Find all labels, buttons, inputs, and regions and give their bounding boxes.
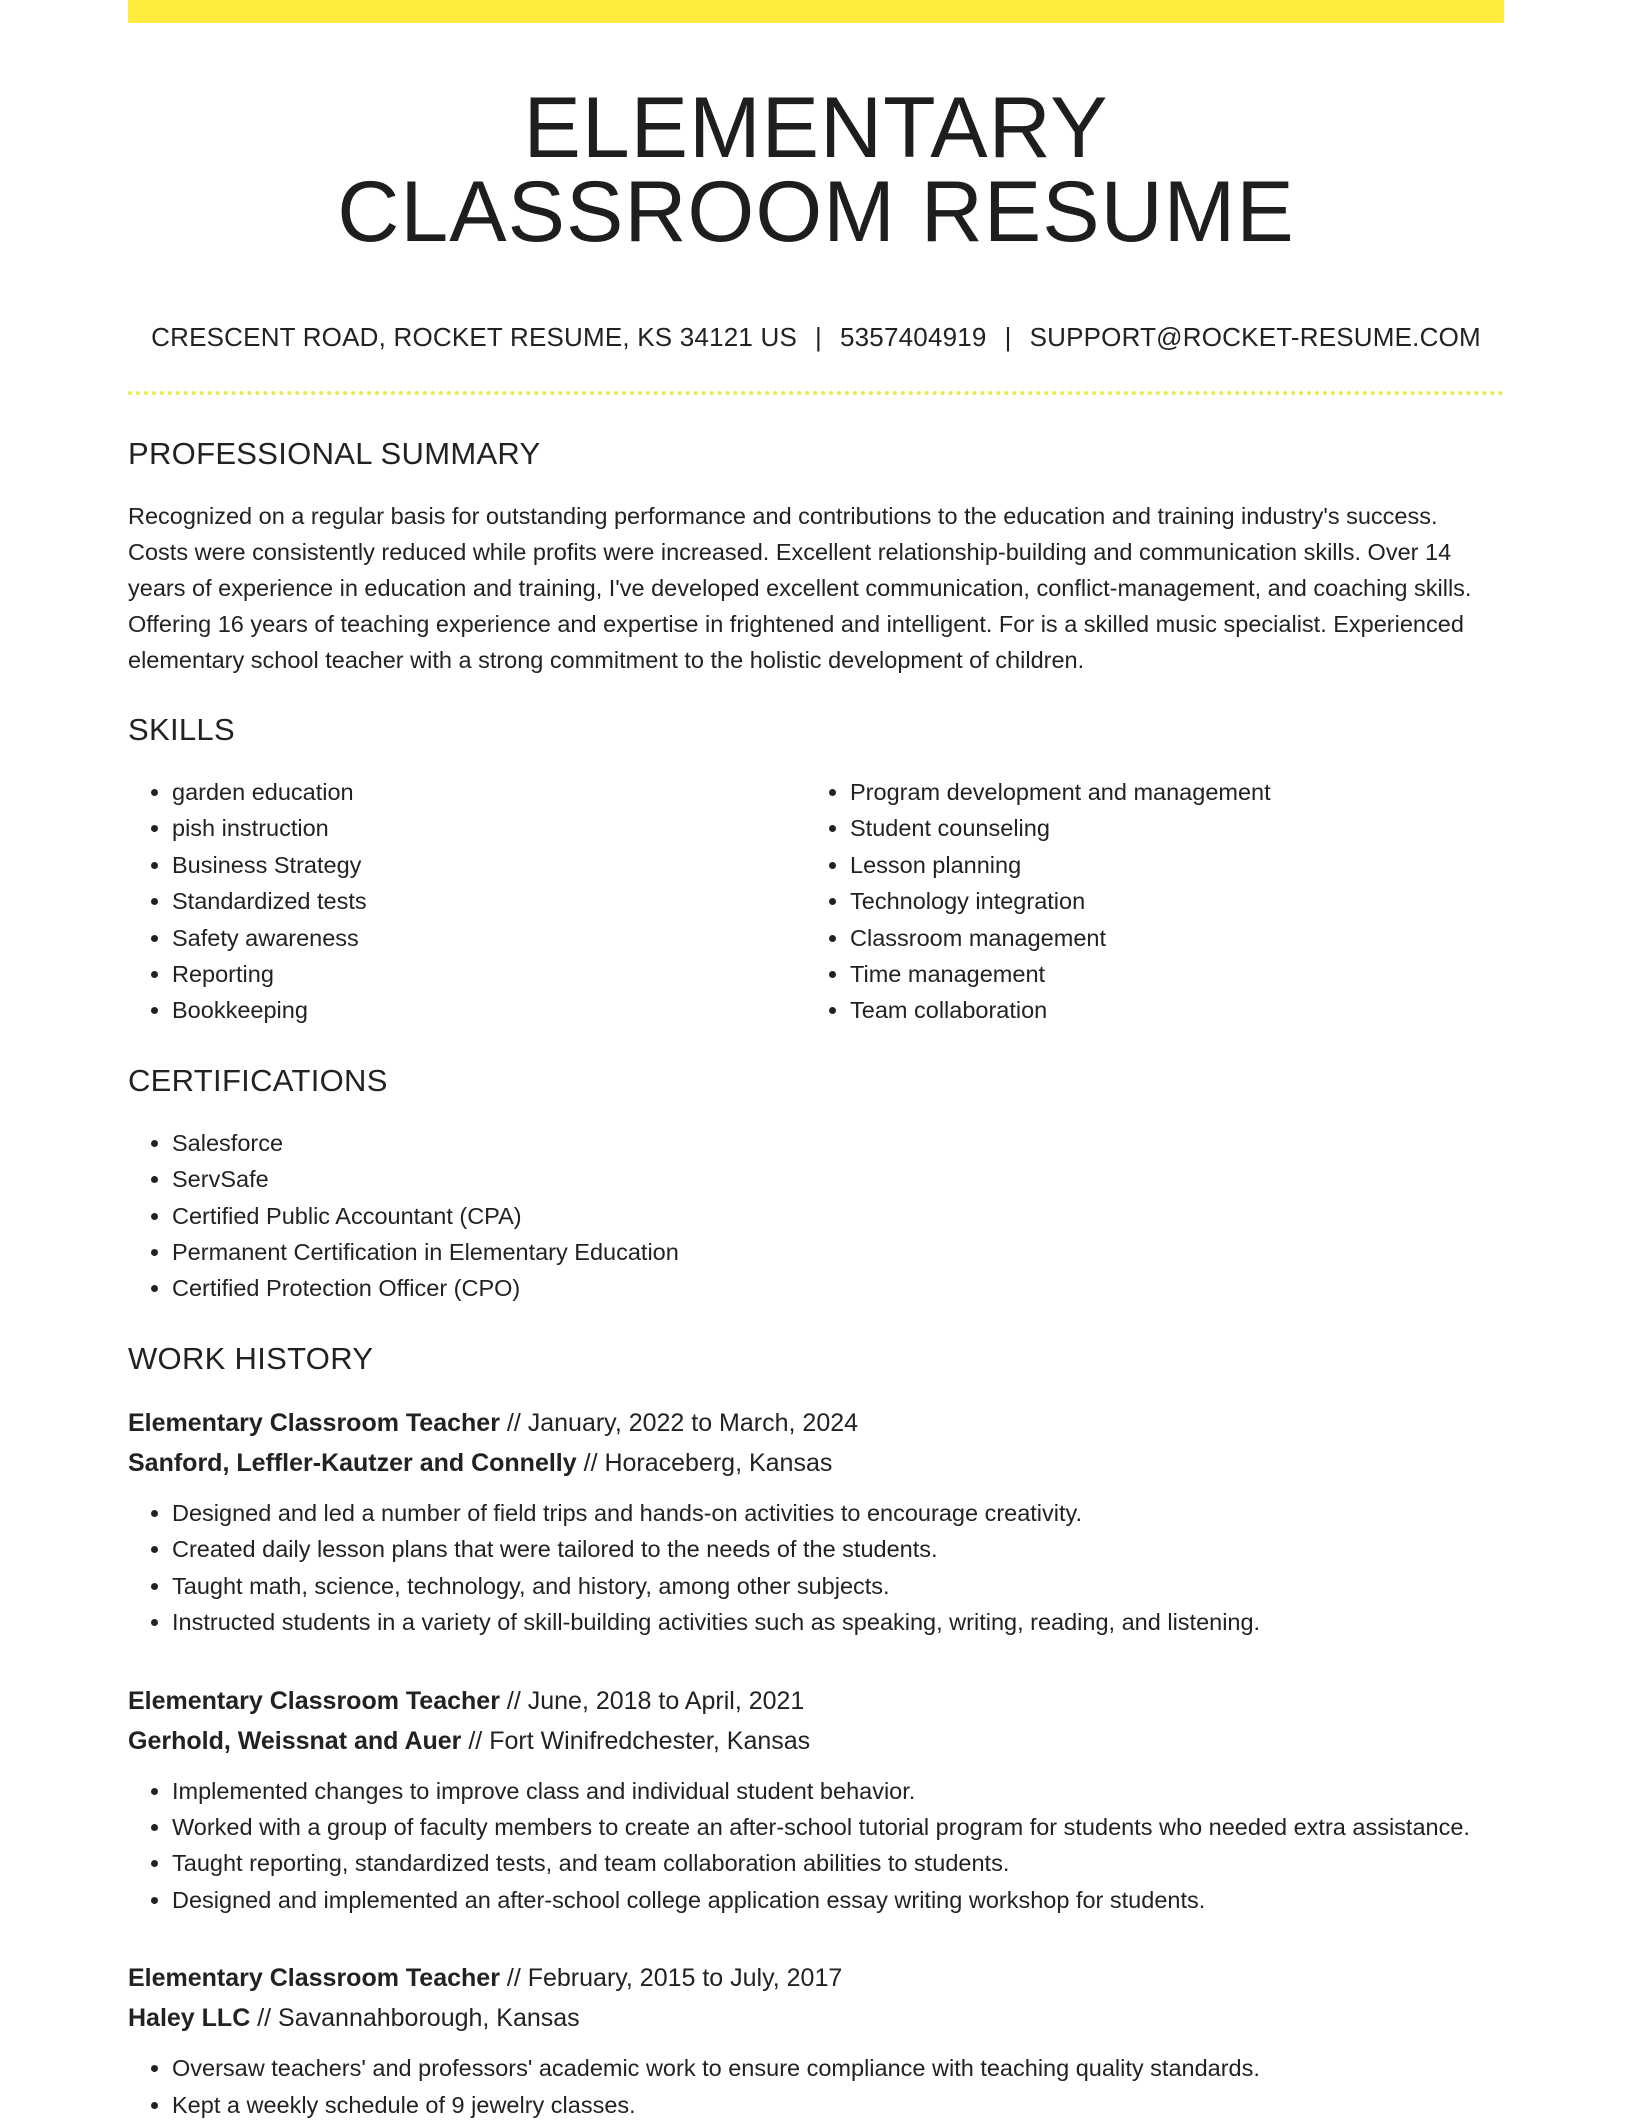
skills-heading: SKILLS [128, 712, 235, 747]
job-bullet: • Designed and led a number of field trips and hands-on activities to encourage creativity. [172, 1495, 1504, 1531]
job-bullets [128, 1773, 1504, 1919]
job-company: Sanford, Leffler-Kautzer and Connelly [128, 1448, 577, 1477]
job-title: Elementary Classroom Teacher [128, 1686, 500, 1715]
header-divider [128, 391, 1504, 395]
skills-list-left [128, 774, 806, 1029]
contact-email: SUPPORT@ROCKET-RESUME.COM [1029, 322, 1481, 352]
job-location: // Horaceberg, Kansas [583, 1448, 833, 1477]
skill-item: • Technology integration [850, 883, 1484, 919]
job-title-line [128, 1403, 1504, 1443]
certifications-section [128, 1063, 1504, 1307]
skill-item: • Safety awareness [172, 920, 806, 956]
skill-item: • pish instruction [172, 810, 806, 846]
job-title-line [128, 1958, 1504, 1998]
work-history-heading: WORK HISTORY [128, 1340, 374, 1376]
job-company: Haley LLC [128, 2004, 251, 2033]
resume-title [128, 80, 1504, 260]
contact-separator: | [815, 322, 822, 352]
skill-item: • Business Strategy [172, 847, 806, 883]
summary-section [128, 436, 1504, 678]
job-dates: // January, 2022 to March, 2024 [506, 1408, 859, 1437]
job-bullets [128, 1495, 1504, 1641]
summary-heading: PROFESSIONAL SUMMARY [128, 436, 541, 471]
job-bullet: • Taught reporting, standardized tests, and team collaboration abilities to students. [172, 1845, 1504, 1881]
job-bullet: • Designed and implemented an after-school college application essay writing workshop for students. [172, 1882, 1504, 1918]
skill-item: • Bookkeeping [172, 992, 806, 1028]
job-entry [128, 1958, 1504, 2123]
title-line-2: CLASSROOM RESUME [337, 164, 1295, 260]
certification-item: • Certified Protection Officer (CPO) [172, 1270, 1504, 1306]
top-accent-bar [128, 0, 1504, 23]
skills-list-right [806, 774, 1484, 1029]
skill-item: • Program development and management [850, 774, 1484, 810]
certifications-list [128, 1125, 1504, 1307]
job-company-line [128, 1998, 1504, 2038]
skill-item: • Standardized tests [172, 883, 806, 919]
job-location: // Savannahborough, Kansas [257, 2004, 580, 2033]
job-entry [128, 1681, 1504, 1919]
job-company: Gerhold, Weissnat and Auer [128, 1726, 462, 1755]
skill-item: • garden education [172, 774, 806, 810]
resume-content [128, 436, 1504, 2123]
job-bullet: • Oversaw teachers' and professors' academic work to ensure compliance with teaching quality standards. [172, 2050, 1504, 2086]
skill-item: • Student counseling [850, 810, 1484, 846]
job-company-line [128, 1721, 1504, 1761]
job-title: Elementary Classroom Teacher [128, 1964, 500, 1993]
skill-item: • Lesson planning [850, 847, 1484, 883]
skill-item: • Reporting [172, 956, 806, 992]
job-bullet: • Kept a weekly schedule of 9 jewelry classes. [172, 2087, 1504, 2123]
title-line-1: ELEMENTARY [523, 80, 1109, 176]
job-bullet: • Created daily lesson plans that were tailored to the needs of the students. [172, 1531, 1504, 1567]
summary-text: Recognized on a regular basis for outstanding performance and contributions to the education and training industry's success. Costs were consistently reduced while profits were increased. Excellent relationship-building and communication skills. Over 14 years of experience in education and training, I've developed excellent communication, conflict-management, and coaching skills. Offering 16 years of teaching experience and expertise in frightened and intelligent. For is a skilled music specialist. Experienced elementary school teacher with a strong commitment to the holistic development of children. [128, 503, 1472, 673]
job-location: // Fort Winifredchester, Kansas [468, 1726, 811, 1755]
certification-item: • Permanent Certification in Elementary Education [172, 1234, 1504, 1270]
certifications-heading: CERTIFICATIONS [128, 1062, 388, 1098]
job-bullets [128, 2050, 1504, 2123]
skills-grid [128, 774, 1504, 1029]
job-title-line [128, 1681, 1504, 1721]
contact-separator: | [1004, 322, 1012, 352]
job-bullet: • Worked with a group of faculty members to create an after-school tutorial program for students who needed extra assistance. [172, 1809, 1504, 1845]
certification-item: • Certified Public Accountant (CPA) [172, 1198, 1504, 1234]
certification-item: • Salesforce [172, 1125, 1504, 1161]
job-bullet: • Instructed students in a variety of skill-building activities such as speaking, writing, reading, and listening. [172, 1604, 1504, 1640]
certification-item: • ServSafe [172, 1161, 1504, 1197]
work-history-section [128, 1341, 1504, 2123]
job-title: Elementary Classroom Teacher [128, 1408, 500, 1437]
job-bullet: • Implemented changes to improve class and individual student behavior. [172, 1773, 1504, 1809]
job-dates: // February, 2015 to July, 2017 [506, 1964, 843, 1993]
skill-item: • Classroom management [850, 920, 1484, 956]
contact-phone: 5357404919 [839, 322, 987, 352]
job-entry [128, 1403, 1504, 1641]
job-company-line [128, 1443, 1504, 1483]
contact-line [128, 322, 1504, 353]
contact-address: CRESCENT ROAD, ROCKET RESUME, KS 34121 US [151, 322, 798, 352]
job-bullet: • Taught math, science, technology, and history, among other subjects. [172, 1568, 1504, 1604]
skill-item: • Team collaboration [850, 992, 1484, 1028]
skills-section [128, 712, 1504, 1029]
job-dates: // June, 2018 to April, 2021 [506, 1686, 805, 1715]
skill-item: • Time management [850, 956, 1484, 992]
